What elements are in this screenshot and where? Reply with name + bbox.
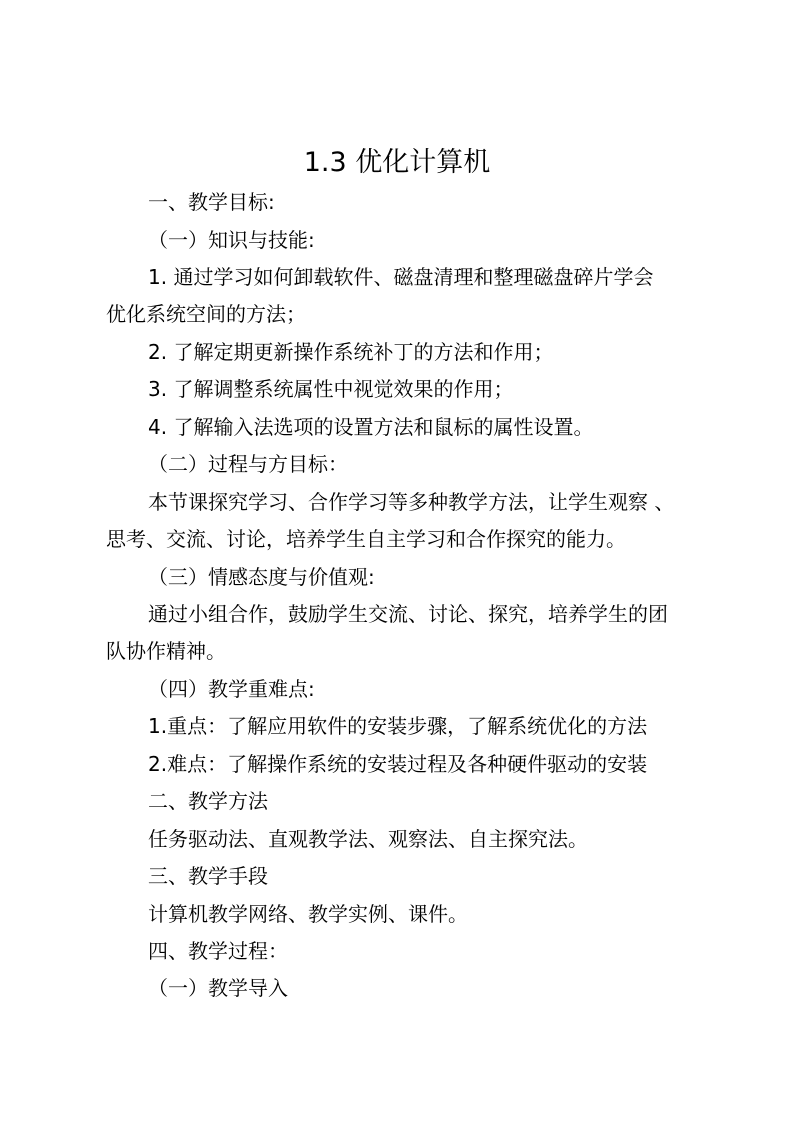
objective-item-2: 2. 了解定期更新操作系统补丁的方法和作用； <box>148 340 554 364</box>
document-title: 1.3 优化计算机 <box>303 147 491 178</box>
paragraph-process-method: 本节课探究学习、合作学习等多种教学方法，让学生观察 、 <box>148 490 675 514</box>
paragraph-teaching-methods: 任务驱动法、直观教学法、观察法、自主探究法。 <box>148 827 588 851</box>
paragraph-emotion-values-continued: 队协作精神。 <box>106 639 226 663</box>
subsection-heading-knowledge-skills: （一）知识与技能: <box>148 228 315 252</box>
section-heading-teaching-process: 四、教学过程： <box>148 939 288 963</box>
objective-item-1: 1. 通过学习如何卸载软件、磁盘清理和整理磁盘碎片学会 <box>148 265 654 289</box>
difficult-point-item: 2.难点：了解操作系统的安装过程及各种硬件驱动的安装 <box>148 752 648 776</box>
section-heading-teaching-methods: 二、教学方法 <box>148 789 268 813</box>
subsection-heading-process-method: （二）过程与方目标： <box>148 452 348 476</box>
objective-item-1-continued: 优化系统空间的方法； <box>106 302 306 326</box>
section-heading-objectives: 一、教学目标: <box>148 190 275 214</box>
objective-item-4: 4. 了解输入法选项的设置方法和鼠标的属性设置。 <box>148 415 594 439</box>
section-heading-teaching-means: 三、教学手段 <box>148 864 268 888</box>
subsection-heading-introduction: （一）教学导入 <box>148 976 288 1000</box>
paragraph-process-method-continued: 思考、交流、讨论，培养学生自主学习和合作探究的能力。 <box>106 527 626 551</box>
key-point-item: 1.重点：了解应用软件的安装步骤，了解系统优化的方法 <box>148 714 648 738</box>
subsection-heading-key-difficult-points: （四）教学重难点: <box>148 677 315 701</box>
objective-item-3: 3. 了解调整系统属性中视觉效果的作用； <box>148 377 514 401</box>
subsection-heading-emotion-values: （三）情感态度与价值观: <box>148 565 375 589</box>
paragraph-teaching-means: 计算机教学网络、教学实例、课件。 <box>148 902 468 926</box>
paragraph-emotion-values: 通过小组合作，鼓励学生交流、讨论、探究，培养学生的团 <box>148 602 668 626</box>
